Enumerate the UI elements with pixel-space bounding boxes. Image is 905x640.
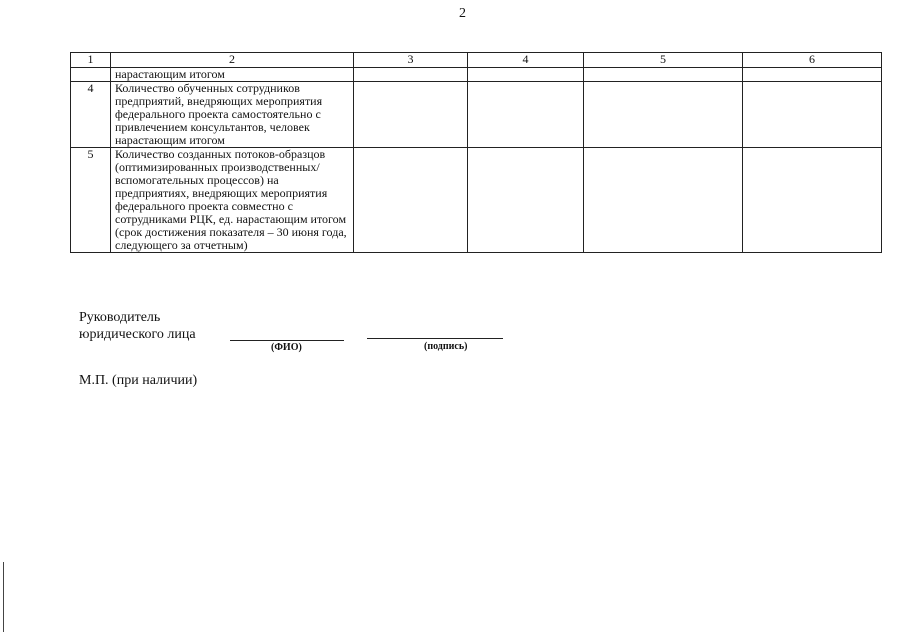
value-cell xyxy=(743,68,882,82)
signature-title xyxy=(79,309,196,343)
fio-caption: (ФИО) xyxy=(271,342,302,353)
value-cell xyxy=(584,68,743,82)
value-cell xyxy=(468,148,584,253)
page-number: 2 xyxy=(459,6,466,21)
indicator-text: Количество созданных потоков-образцов (оптимизированных производственных/ вспомогательных процессов) на предприятиях, внедряющих мероприятия федерального проекта совместно с сотрудниками РЦК, ед. нарастающим итогом (срок достижения показателя – 30 июня года, следующего за отчетным) xyxy=(111,148,354,253)
column-header: 3 xyxy=(354,53,468,68)
column-header: 6 xyxy=(743,53,882,68)
column-header: 5 xyxy=(584,53,743,68)
column-header: 4 xyxy=(468,53,584,68)
stamp-note: М.П. (при наличии) xyxy=(79,373,198,388)
fio-line xyxy=(230,340,344,341)
value-cell xyxy=(743,148,882,253)
column-header: 1 xyxy=(71,53,111,68)
row-number: 4 xyxy=(71,82,111,148)
table-row xyxy=(71,68,882,82)
signature-caption: (подпись) xyxy=(424,341,468,352)
value-cell xyxy=(584,82,743,148)
value-cell xyxy=(354,148,468,253)
signature-line xyxy=(367,338,503,339)
indicator-text: Количество обученных сотрудников предприятий, внедряющих мероприятия федерального проекта самостоятельно с привлечением консультантов, человек нарастающим итогом xyxy=(111,82,354,148)
table-row xyxy=(71,82,882,148)
value-cell xyxy=(468,68,584,82)
indicator-text: нарастающим итогом xyxy=(111,68,354,82)
row-number: 5 xyxy=(71,148,111,253)
row-number xyxy=(71,68,111,82)
value-cell xyxy=(584,148,743,253)
column-header: 2 xyxy=(111,53,354,68)
value-cell xyxy=(468,82,584,148)
signature-title-line1: Руководитель xyxy=(79,310,161,325)
signature-title-line2: юридического лица xyxy=(79,327,196,342)
table-row xyxy=(71,148,882,253)
table-header-row xyxy=(71,53,882,68)
indicators-table xyxy=(70,52,882,253)
scan-margin-mark xyxy=(3,562,4,632)
value-cell xyxy=(354,68,468,82)
value-cell xyxy=(354,82,468,148)
value-cell xyxy=(743,82,882,148)
